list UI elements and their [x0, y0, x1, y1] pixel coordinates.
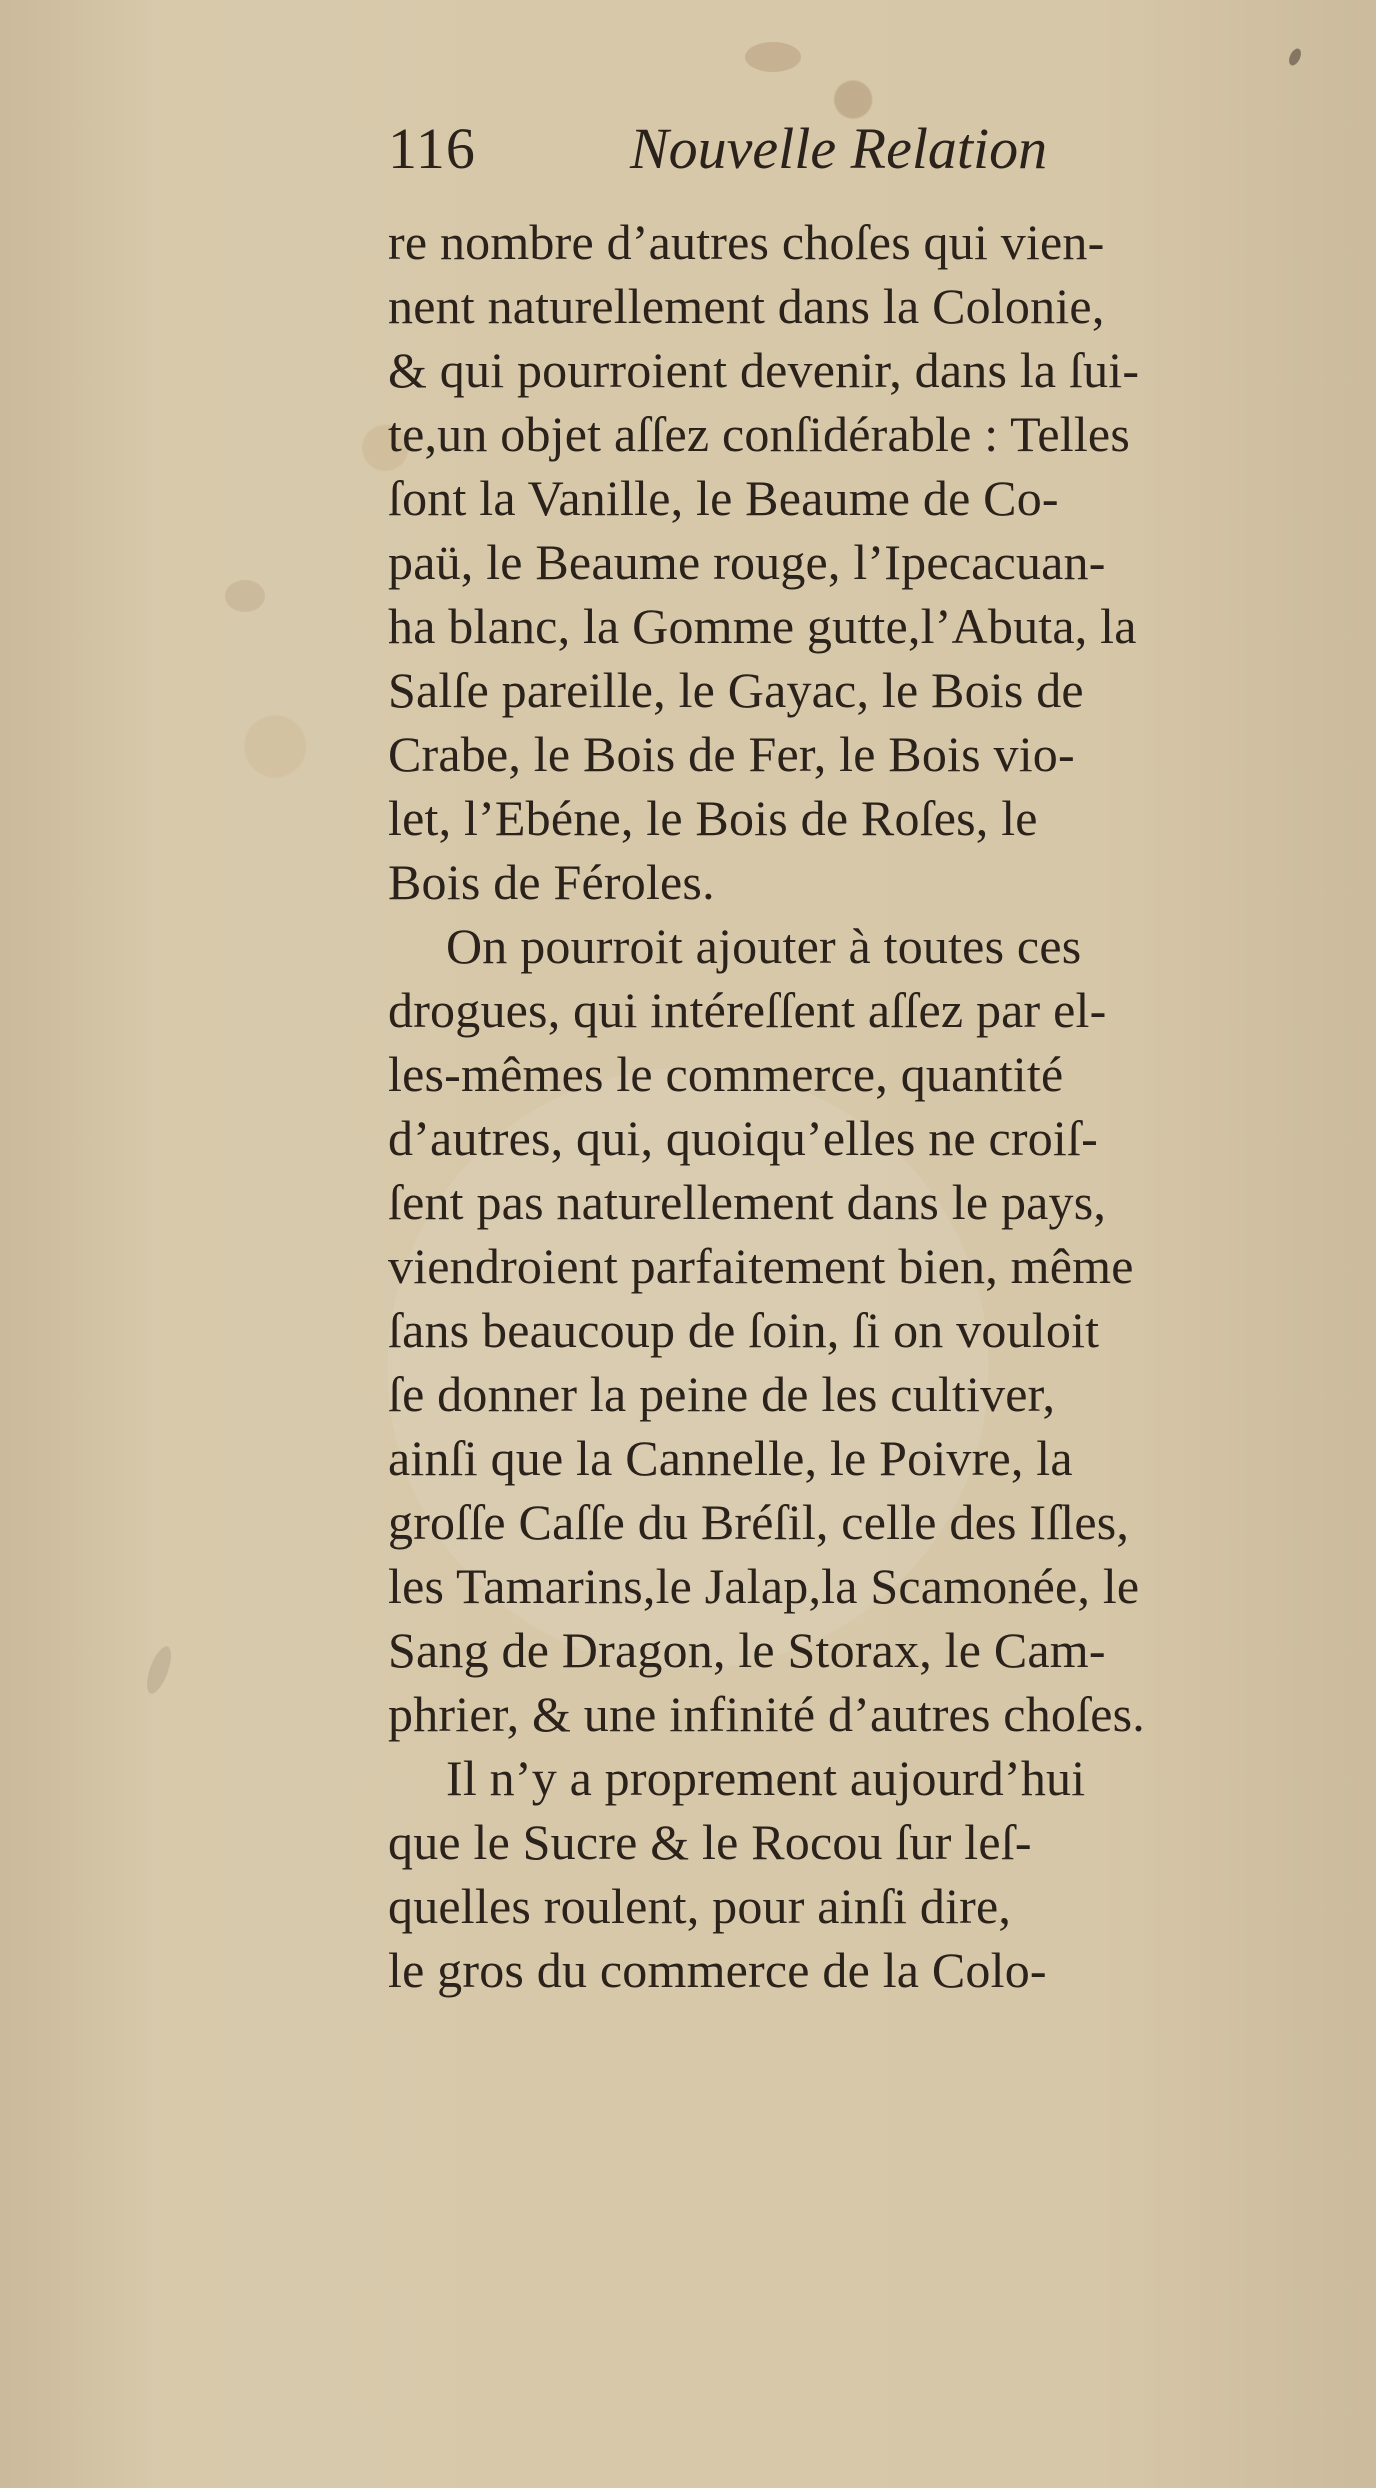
- body-line: quelles roulent, pour ainſi dire,: [388, 1878, 1012, 1934]
- body-text: [388, 210, 1318, 2002]
- body-line: phrier, & une infinité d’autres choſes.: [388, 1686, 1145, 1742]
- body-line: Salſe pareille, le Gayac, le Bois de: [388, 662, 1084, 718]
- body-line: que le Sucre & le Rocou ſur leſ-: [388, 1814, 1032, 1870]
- ink-mark: [1287, 47, 1304, 68]
- body-line: groſſe Caſſe du Bréſil, celle des Iſles,: [388, 1494, 1130, 1550]
- running-title: Nouvelle Relation: [630, 116, 1048, 181]
- body-line: & qui pourroient devenir, dans la ſui-: [388, 342, 1140, 398]
- paragraph-start-line: Il n’y a proprement aujourd’hui: [446, 1750, 1086, 1806]
- paper-stain: [225, 580, 265, 612]
- page-number: 116: [388, 116, 476, 181]
- body-line: nent naturellement dans la Colonie,: [388, 278, 1105, 334]
- body-line: ha blanc, la Gomme gutte,l’Abuta, la: [388, 598, 1137, 654]
- body-line: paü, le Beaume rouge, l’Ipecacuan-: [388, 534, 1106, 590]
- body-line: re nombre d’autres choſes qui vien-: [388, 214, 1105, 270]
- paper-mark: [142, 1643, 176, 1696]
- paper-stain: [745, 42, 801, 72]
- body-line: les-mêmes le commerce, quantité: [388, 1046, 1064, 1102]
- body-line: Crabe, le Bois de Fer, le Bois vio-: [388, 726, 1075, 782]
- body-line: viendroient parfaitement bien, même: [388, 1238, 1134, 1294]
- body-line: les Tamarins,le Jalap,la Scamonée, le: [388, 1558, 1140, 1614]
- body-line: ainſi que la Cannelle, le Poivre, la: [388, 1430, 1073, 1486]
- body-line: ſent pas naturellement dans le pays,: [388, 1174, 1107, 1230]
- body-line: le gros du commerce de la Colo-: [388, 1942, 1047, 1998]
- body-line: te,un objet aſſez conſidérable : Telles: [388, 406, 1130, 462]
- body-line: Sang de Dragon, le Storax, le Cam-: [388, 1622, 1106, 1678]
- body-line: Bois de Féroles.: [388, 854, 715, 910]
- page-header: [388, 116, 1148, 200]
- body-line: ſans beaucoup de ſoin, ſi on vouloit: [388, 1302, 1100, 1358]
- paragraph-start-line: On pourroit ajouter à toutes ces: [446, 918, 1082, 974]
- body-line: let, l’Ebéne, le Bois de Roſes, le: [388, 790, 1038, 846]
- body-line: ſont la Vanille, le Beaume de Co-: [388, 470, 1059, 526]
- body-line: d’autres, qui, quoiqu’elles ne croiſ-: [388, 1110, 1098, 1166]
- body-line: drogues, qui intéreſſent aſſez par el-: [388, 982, 1107, 1038]
- body-line: ſe donner la peine de les cultiver,: [388, 1366, 1056, 1422]
